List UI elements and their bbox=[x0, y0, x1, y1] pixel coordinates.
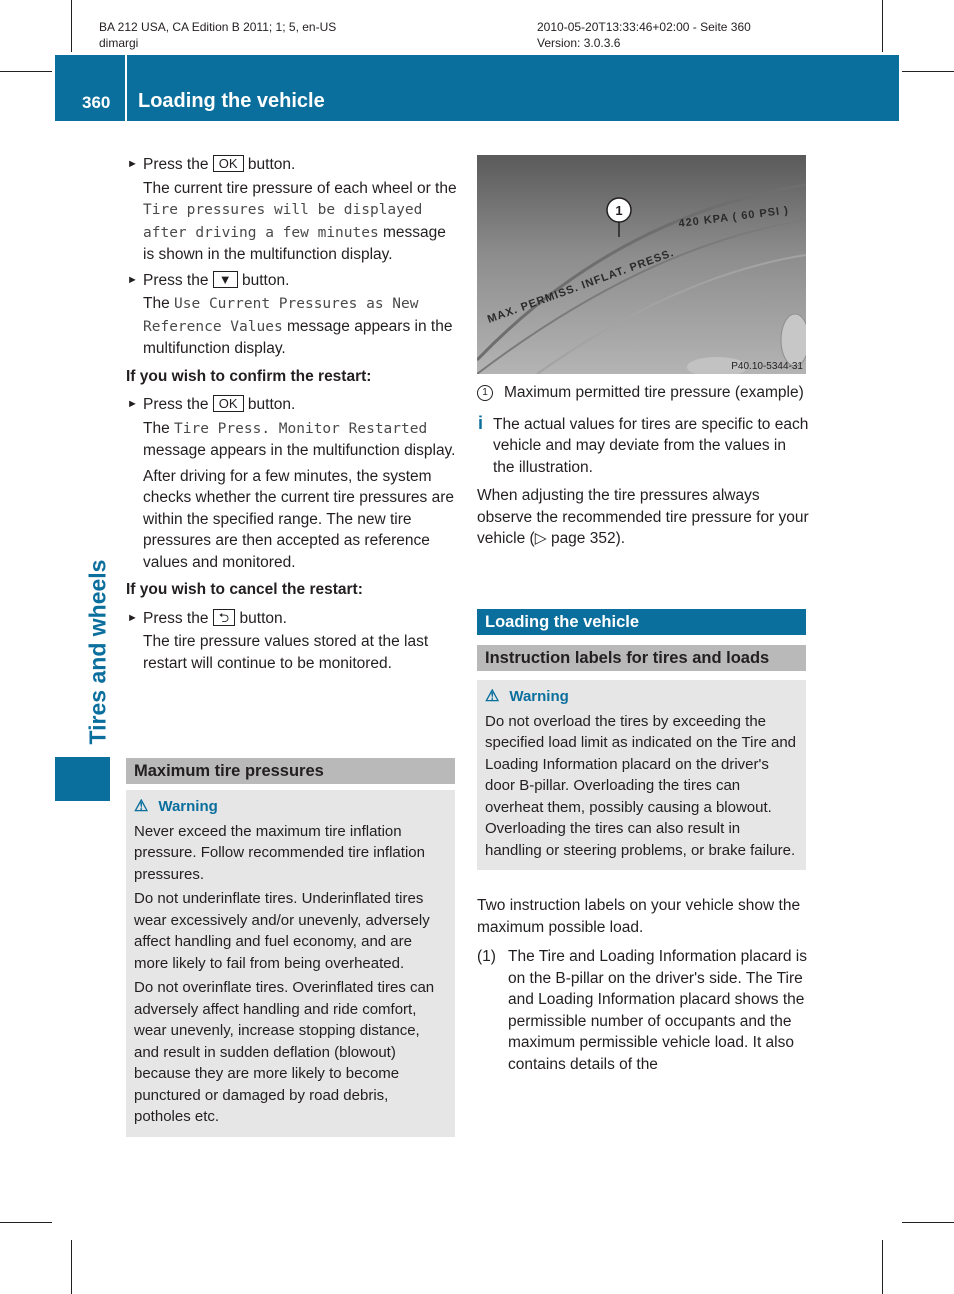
step-explanation: After driving for a few minutes, the system checks whether the current tire pressures are within the specified range. The new tire pressures are then accepted as reference values and monitored. bbox=[143, 467, 454, 571]
crop-mark bbox=[0, 1222, 52, 1223]
warning-box bbox=[126, 790, 455, 1137]
side-tab-marker bbox=[55, 757, 110, 801]
cancel-heading: If you wish to cancel the restart: bbox=[126, 581, 363, 598]
loading-section bbox=[477, 609, 806, 870]
meta-version: Version: 3.0.3.6 bbox=[537, 36, 621, 50]
figure-legend bbox=[477, 382, 809, 404]
labels-paragraph: Two instruction labels on your vehicle show the maximum possible load. bbox=[477, 897, 801, 936]
step-arrow-icon: ► bbox=[127, 611, 138, 624]
step-press-down: ► Press the ▼ button. bbox=[126, 270, 458, 292]
info-text: The actual values for tires are specific to each vehicle and may deviate from the values in the illustration. bbox=[493, 415, 809, 476]
warning-box bbox=[477, 680, 806, 870]
tire-sidewall-text: MAX. PERMISS. INFLAT. PRESS. bbox=[485, 246, 676, 326]
info-note bbox=[477, 414, 809, 479]
section-heading: Maximum tire pressures bbox=[126, 758, 455, 784]
warning-title: ⚠ Warning bbox=[134, 796, 447, 818]
doc-meta-left bbox=[99, 19, 336, 51]
tire-illustration bbox=[477, 155, 806, 374]
right-column-lower bbox=[477, 895, 809, 1075]
warning-paragraph: Do not underinflate tires. Underinflated tires wear excessively and/or unevenly, adversely affect handling and fuel economy, and are more likely to fail from being overheated. bbox=[134, 890, 430, 972]
page-reference-link[interactable]: ▷ page 352 bbox=[534, 530, 616, 547]
figure-callout-number: 1 bbox=[615, 203, 623, 218]
meta-timestamp: 2010-05-20T13:33:46+02:00 - Seite 360 bbox=[537, 20, 751, 34]
step-arrow-icon: ► bbox=[127, 273, 138, 286]
legend-text: Maximum permitted tire pressure (example) bbox=[504, 384, 804, 401]
item-number: (1) bbox=[477, 948, 496, 965]
right-column bbox=[477, 382, 809, 554]
crop-mark bbox=[902, 71, 954, 72]
ok-key: OK bbox=[213, 155, 244, 172]
left-column bbox=[126, 154, 458, 678]
confirm-heading: If you wish to confirm the restart: bbox=[126, 367, 372, 385]
display-message: Tire Press. Monitor Restarted bbox=[174, 420, 428, 437]
step-result: The tire pressure values stored at the last restart will continue to be monitored. bbox=[143, 633, 429, 672]
crop-mark bbox=[882, 0, 883, 52]
numbered-item bbox=[477, 946, 809, 1075]
adjust-paragraph: When adjusting the tire pressures always observe the recommended tire pressure for your vehicle (▷ page 352). bbox=[477, 487, 809, 547]
crop-mark bbox=[71, 0, 72, 52]
step-result: The Tire Press. Monitor Restarted message appears in the multifunction display. bbox=[143, 419, 456, 459]
warning-triangle-icon: ⚠ bbox=[134, 798, 149, 815]
header-separator bbox=[125, 55, 127, 121]
step-arrow-icon: ► bbox=[127, 398, 138, 410]
info-icon: i bbox=[478, 412, 484, 433]
tire-pressure-text: 420 KPA ( 60 PSI ) bbox=[677, 204, 790, 230]
crop-mark bbox=[0, 71, 52, 72]
ok-key: OK bbox=[213, 395, 244, 412]
figure-id: P40.10-5344-31 bbox=[731, 361, 803, 372]
warning-paragraph: Do not overload the tires by exceeding the specified load limit as indicated on the Tire and Loading Information placard on the driver's door B-pillar. Overloading the tires can overheat them, possibly causing a blowout. Overloading the tires can also result in handling or steering problems, or brake failure. bbox=[485, 712, 797, 859]
step-result: The Use Current Pressures as New Reference Values message appears in the multifunction display. bbox=[143, 295, 453, 357]
tire-figure bbox=[477, 155, 806, 374]
crop-mark bbox=[71, 1240, 72, 1294]
legend-number-icon: 1 bbox=[477, 385, 493, 401]
warning-paragraph: Never exceed the maximum tire inflation pressure. Follow recommended tire inflation pressures. bbox=[134, 822, 425, 883]
meta-edition: BA 212 USA, CA Edition B 2011; 1; 5, en-US bbox=[99, 20, 337, 34]
page-title: Loading the vehicle bbox=[138, 90, 325, 112]
down-key: ▼ bbox=[213, 271, 238, 288]
subsection-heading: Instruction labels for tires and loads bbox=[477, 645, 806, 671]
warning-triangle-icon: ⚠ bbox=[485, 688, 500, 705]
step-press-ok: ► Press the OK button. bbox=[126, 154, 458, 176]
warning-title: ⚠ Warning bbox=[485, 686, 798, 708]
step-arrow-icon: ► bbox=[127, 158, 138, 170]
step-result: The current tire pressure of each wheel or the Tire pressures will be displayed after driving a few minutes message is shown in the multifunction display. bbox=[143, 179, 457, 263]
display-message: Use Current Pressures as New Reference Values bbox=[143, 296, 419, 335]
step-press-back: ► Press the ⮌ button. bbox=[126, 608, 458, 630]
crop-mark bbox=[902, 1222, 954, 1223]
page-number: 360 bbox=[82, 93, 111, 112]
max-pressure-section bbox=[126, 758, 455, 1137]
item-text: The Tire and Loading Information placard is on the B-pillar on the driver's side. The Tire and Loading Information placard shows the permissible number of occupants and the maximum permissible vehicle load. It also contains details of the bbox=[508, 948, 807, 1073]
side-section-title: Tires and wheels bbox=[84, 559, 111, 745]
meta-author: dimargi bbox=[99, 36, 139, 50]
back-key: ⮌ bbox=[213, 609, 235, 626]
warning-paragraph: Do not overinflate tires. Overinflated tires can adversely affect handling and ride comfort, wear unevenly, increase stopping distance, and result in sudden deflation (blowout) because they are more likely to become punctured or damaged by road debris, potholes etc. bbox=[134, 979, 435, 1125]
step-press-ok: ► Press the OK button. bbox=[126, 394, 458, 416]
display-message: Tire pressures will be displayed after driving a few minutes bbox=[143, 202, 423, 241]
doc-meta-right bbox=[537, 19, 751, 51]
crop-mark bbox=[882, 1240, 883, 1294]
section-heading: Loading the vehicle bbox=[477, 609, 806, 635]
